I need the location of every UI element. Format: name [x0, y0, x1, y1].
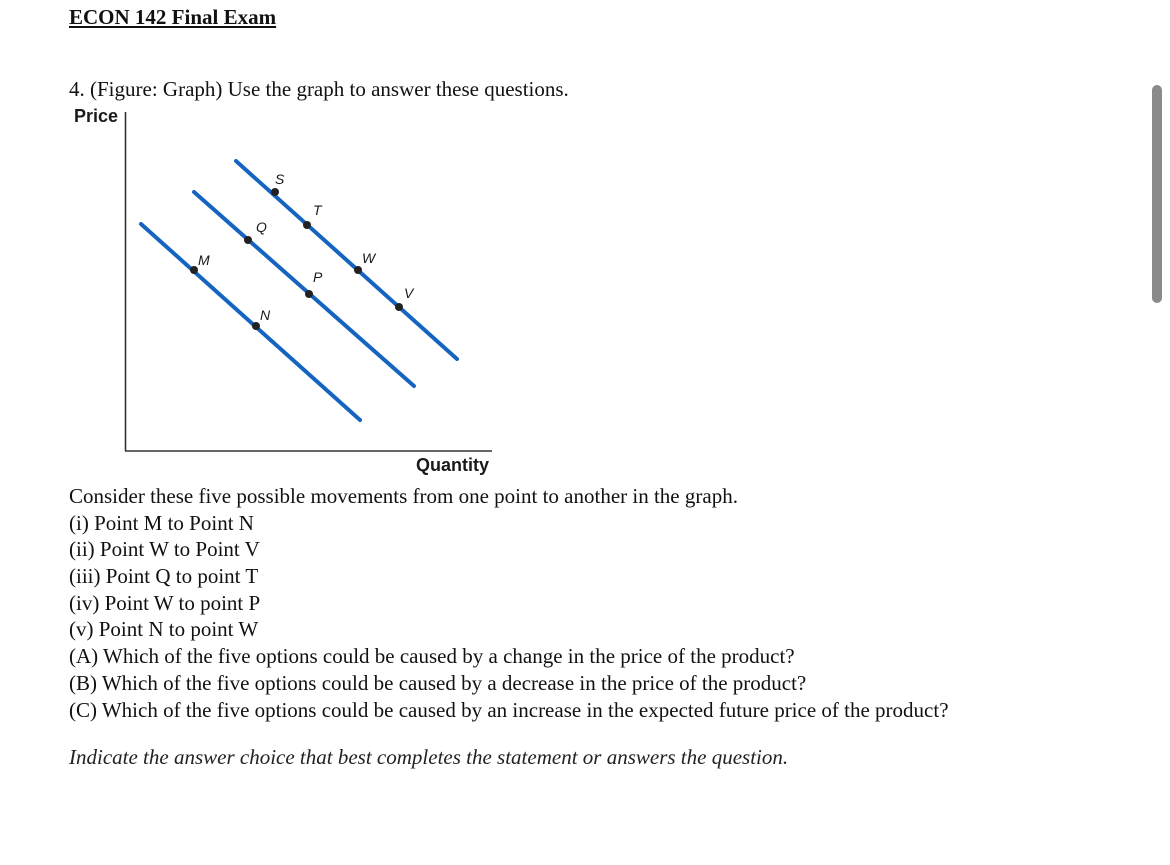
question-body: [69, 483, 949, 723]
point-w: [354, 266, 362, 274]
option-iii: (iii) Point Q to point T: [69, 564, 259, 589]
point-label-p: P: [313, 269, 323, 285]
option-ii: (ii) Point W to Point V: [69, 537, 260, 562]
scrollbar-thumb[interactable]: [1152, 85, 1162, 303]
point-p: [305, 290, 313, 298]
point-label-v: V: [404, 285, 414, 301]
point-label-t: T: [313, 202, 322, 218]
question-stem: 4. (Figure: Graph) Use the graph to answer these questions.: [69, 77, 569, 101]
point-label-s: S: [275, 171, 285, 187]
exam-title: ECON 142 Final Exam: [69, 5, 277, 29]
demand-shift-graph: [0, 0, 520, 480]
point-label-q: Q: [256, 219, 267, 235]
subquestion-a: (A) Which of the five options could be caused by a change in the price of the product?: [69, 644, 795, 669]
point-label-m: M: [198, 252, 210, 268]
subquestion-c: (C) Which of the five options could be caused by an increase in the expected future price of the product?: [69, 697, 949, 722]
point-t: [303, 221, 311, 229]
demand-curve-1: [141, 224, 360, 420]
y-axis-label: Price: [74, 106, 119, 126]
option-v: (v) Point N to point W: [69, 617, 259, 642]
point-v: [395, 303, 403, 311]
point-q: [244, 236, 252, 244]
point-m: [190, 266, 198, 274]
movements-intro: Consider these five possible movements from one point to another in the graph.: [69, 484, 738, 508]
point-s: [271, 188, 279, 196]
answer-instruction: Indicate the answer choice that best completes the statement or answers the question.: [69, 745, 789, 769]
point-label-w: W: [362, 250, 376, 266]
point-label-n: N: [260, 307, 271, 323]
option-i: (i) Point M to Point N: [69, 510, 254, 535]
x-axis-label: Quantity: [416, 455, 490, 475]
point-n: [252, 322, 260, 330]
option-iv: (iv) Point W to point P: [69, 590, 261, 615]
subquestion-b: (B) Which of the five options could be caused by a decrease in the price of the product?: [69, 670, 807, 695]
